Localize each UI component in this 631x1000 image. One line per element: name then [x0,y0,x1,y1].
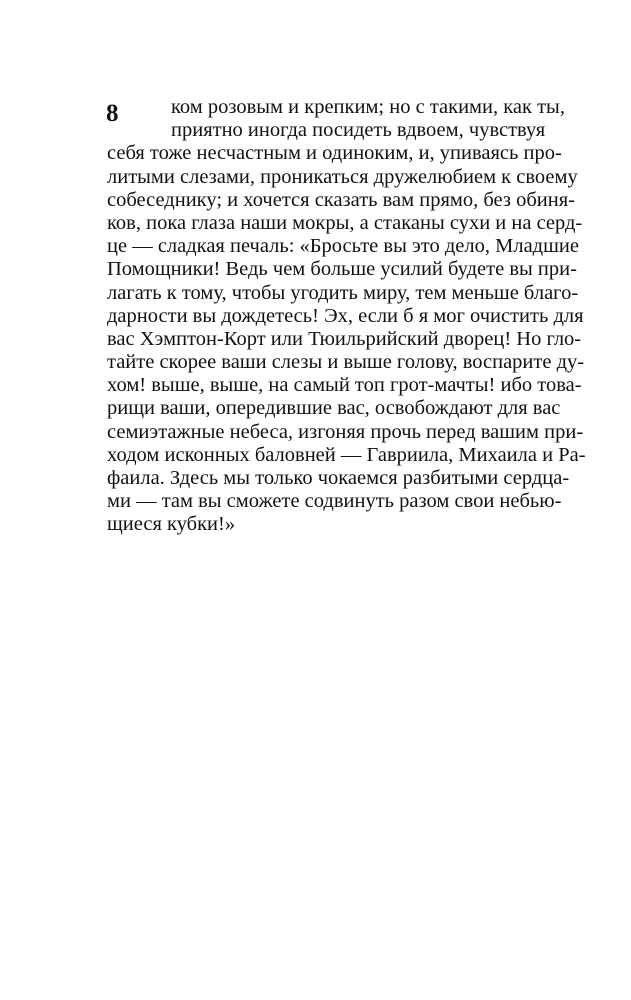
text-line: вас Хэмптон-Корт или Тюильрийский дворец! Но гло- [107,327,582,350]
text-line: хом! выше, выше, на самый топ грот-мачты! ибо това- [107,374,582,397]
text-line: дарности вы дождетесь! Эх, если б я мог очистить для [107,304,584,327]
page-number: 8 [106,100,119,127]
text-line: фаила. Здесь мы только чокаемся разбитыми сердца- [107,467,570,489]
text-line: Помощники! Ведь чем больше усилий будете вы при- [107,258,577,281]
text-line: ков, пока глаза наши мокры, а стаканы сухи и на серд- [107,211,583,234]
text-line: це — сладкая печаль: «Бросьте вы это дело, Младшие [107,235,579,258]
text-line: тайте скорее ваши слезы и выше голову, воспарите ду- [107,351,585,374]
text-line: ми — там вы сможете содвинуть разом свои небью- [107,490,562,513]
text-line: лагать к тому, чтобы угодить миру, тем меньше благо- [107,281,579,304]
text-line: ходом исконных баловней — Гавриила, Михаила и Ра- [107,443,586,466]
text-line: ком розовым и крепким; но с такими, как ты, [171,96,565,118]
text-line: рищи ваши, опередившие вас, освобождают для вас [107,397,561,420]
text-line: собеседнику; и хочется сказать вам прямо, без обиня- [107,188,575,211]
text-line: щиеся кубки!» [107,513,236,536]
text-line: себя тоже несчастным и одиноким, и, упиваясь про- [107,142,562,165]
text-line: семиэтажные небеса, изгоняя прочь перед вашим при- [107,420,584,443]
body-text [107,96,586,537]
text-line: литыми слезами, проникаться дружелюбием к своему [107,165,578,188]
text-line: приятно иногда посидеть вдвоем, чувствуя [171,119,546,142]
